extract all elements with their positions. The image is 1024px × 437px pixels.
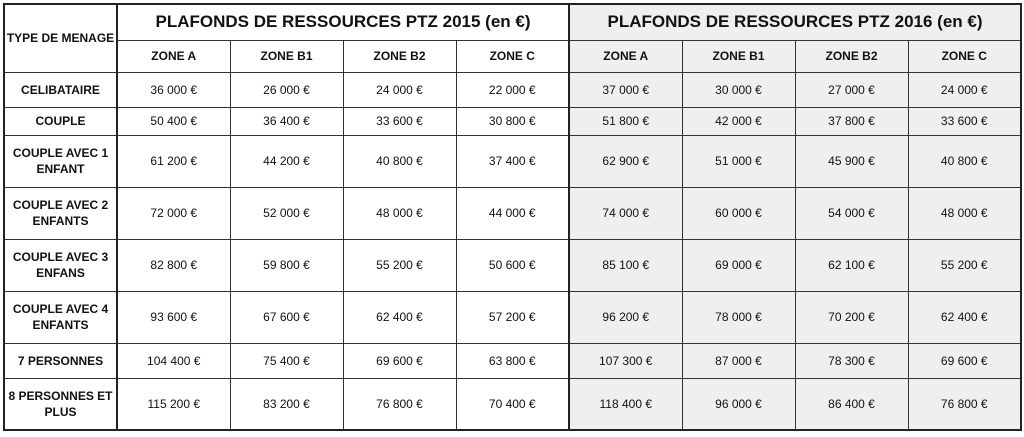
ceiling-value-cell: 52 000 € xyxy=(230,187,343,239)
ceiling-value-cell: 62 400 € xyxy=(343,291,456,343)
zone-header-2015-4: ZONE C xyxy=(456,40,569,72)
ceiling-value-cell: 59 800 € xyxy=(230,239,343,291)
ceiling-value-cell: 69 600 € xyxy=(343,343,456,378)
ceiling-value-cell: 70 400 € xyxy=(456,378,569,430)
menage-type-label: COUPLE AVEC 4 ENFANTS xyxy=(4,291,117,343)
ceiling-value-cell: 37 000 € xyxy=(569,72,682,107)
ceiling-value-cell: 22 000 € xyxy=(456,72,569,107)
ceiling-value-cell: 63 800 € xyxy=(456,343,569,378)
group-header-2016 xyxy=(569,4,1021,40)
ceiling-value-cell: 62 900 € xyxy=(569,135,682,187)
ceiling-value-cell: 40 800 € xyxy=(908,135,1021,187)
table-row xyxy=(4,343,1021,378)
ceiling-value-cell: 83 200 € xyxy=(230,378,343,430)
menage-type-label: 8 PERSONNES ET PLUS xyxy=(4,378,117,430)
ceiling-value-cell: 87 000 € xyxy=(682,343,795,378)
ceiling-value-cell: 96 200 € xyxy=(569,291,682,343)
ceiling-value-cell: 82 800 € xyxy=(117,239,230,291)
ceiling-value-cell: 26 000 € xyxy=(230,72,343,107)
type-menage-header-text: TYPE DE MENAGE xyxy=(6,30,115,45)
ceiling-value-cell: 48 000 € xyxy=(343,187,456,239)
ceiling-value-cell: 27 000 € xyxy=(795,72,908,107)
zone-header-2016-1: ZONE A xyxy=(569,40,682,72)
ceiling-value-cell: 24 000 € xyxy=(908,72,1021,107)
table-row xyxy=(4,107,1021,135)
ceiling-value-cell: 78 300 € xyxy=(795,343,908,378)
ceiling-value-cell: 40 800 € xyxy=(343,135,456,187)
ceiling-value-cell: 69 000 € xyxy=(682,239,795,291)
ceiling-value-cell: 67 600 € xyxy=(230,291,343,343)
ceiling-value-cell: 45 900 € xyxy=(795,135,908,187)
ceiling-value-cell: 33 600 € xyxy=(343,107,456,135)
zone-header-2015-3: ZONE B2 xyxy=(343,40,456,72)
ceiling-value-cell: 30 800 € xyxy=(456,107,569,135)
menage-type-label: COUPLE AVEC 2 ENFANTS xyxy=(4,187,117,239)
ceiling-value-cell: 75 400 € xyxy=(230,343,343,378)
ceiling-value-cell: 37 800 € xyxy=(795,107,908,135)
ptz-resource-table xyxy=(3,3,1022,431)
ceiling-value-cell: 37 400 € xyxy=(456,135,569,187)
ceiling-value-cell: 44 200 € xyxy=(230,135,343,187)
ceiling-value-cell: 44 000 € xyxy=(456,187,569,239)
ceiling-value-cell: 76 800 € xyxy=(343,378,456,430)
ceiling-value-cell: 60 000 € xyxy=(682,187,795,239)
ceiling-value-cell: 115 200 € xyxy=(117,378,230,430)
menage-type-label: CELIBATAIRE xyxy=(4,72,117,107)
ceiling-value-cell: 30 000 € xyxy=(682,72,795,107)
ceiling-value-cell: 57 200 € xyxy=(456,291,569,343)
zone-header-2015-2: ZONE B1 xyxy=(230,40,343,72)
group-header-2015 xyxy=(117,4,569,40)
ceiling-value-cell: 107 300 € xyxy=(569,343,682,378)
table-row xyxy=(4,72,1021,107)
ceiling-value-cell: 70 200 € xyxy=(795,291,908,343)
zone-header-2016-3: ZONE B2 xyxy=(795,40,908,72)
ceiling-value-cell: 54 000 € xyxy=(795,187,908,239)
ceiling-value-cell: 93 600 € xyxy=(117,291,230,343)
ceiling-value-cell: 50 600 € xyxy=(456,239,569,291)
menage-type-label: COUPLE AVEC 3 ENFANS xyxy=(4,239,117,291)
table-row xyxy=(4,378,1021,430)
menage-type-label: COUPLE xyxy=(4,107,117,135)
ceiling-value-cell: 55 200 € xyxy=(908,239,1021,291)
ceiling-value-cell: 36 400 € xyxy=(230,107,343,135)
ceiling-value-cell: 76 800 € xyxy=(908,378,1021,430)
ceiling-value-cell: 51 000 € xyxy=(682,135,795,187)
ceiling-value-cell: 36 000 € xyxy=(117,72,230,107)
ceiling-value-cell: 72 000 € xyxy=(117,187,230,239)
ceiling-value-cell: 62 400 € xyxy=(908,291,1021,343)
group-header-2016-text: PLAFONDS DE RESSOURCES PTZ 2016 (en €) xyxy=(607,12,983,32)
ceiling-value-cell: 55 200 € xyxy=(343,239,456,291)
table-row xyxy=(4,187,1021,239)
ceiling-value-cell: 61 200 € xyxy=(117,135,230,187)
menage-type-label: 7 PERSONNES xyxy=(4,343,117,378)
ceiling-value-cell: 69 600 € xyxy=(908,343,1021,378)
ceiling-value-cell: 118 400 € xyxy=(569,378,682,430)
ceiling-value-cell: 24 000 € xyxy=(343,72,456,107)
group-header-2015-text: PLAFONDS DE RESSOURCES PTZ 2015 (en €) xyxy=(155,12,531,32)
ceiling-value-cell: 78 000 € xyxy=(682,291,795,343)
zone-header-2016-2: ZONE B1 xyxy=(682,40,795,72)
menage-type-label: COUPLE AVEC 1 ENFANT xyxy=(4,135,117,187)
ceiling-value-cell: 62 100 € xyxy=(795,239,908,291)
ceiling-value-cell: 74 000 € xyxy=(569,187,682,239)
ceiling-value-cell: 96 000 € xyxy=(682,378,795,430)
zone-header-2016-4: ZONE C xyxy=(908,40,1021,72)
ceiling-value-cell: 86 400 € xyxy=(795,378,908,430)
zone-header-2015-1: ZONE A xyxy=(117,40,230,72)
ceiling-value-cell: 85 100 € xyxy=(569,239,682,291)
ceiling-value-cell: 48 000 € xyxy=(908,187,1021,239)
table-row xyxy=(4,239,1021,291)
ceiling-value-cell: 51 800 € xyxy=(569,107,682,135)
ceiling-value-cell: 50 400 € xyxy=(117,107,230,135)
type-menage-header xyxy=(4,4,117,72)
ceiling-value-cell: 104 400 € xyxy=(117,343,230,378)
ceiling-value-cell: 42 000 € xyxy=(682,107,795,135)
table-row xyxy=(4,135,1021,187)
table-row xyxy=(4,291,1021,343)
ceiling-value-cell: 33 600 € xyxy=(908,107,1021,135)
